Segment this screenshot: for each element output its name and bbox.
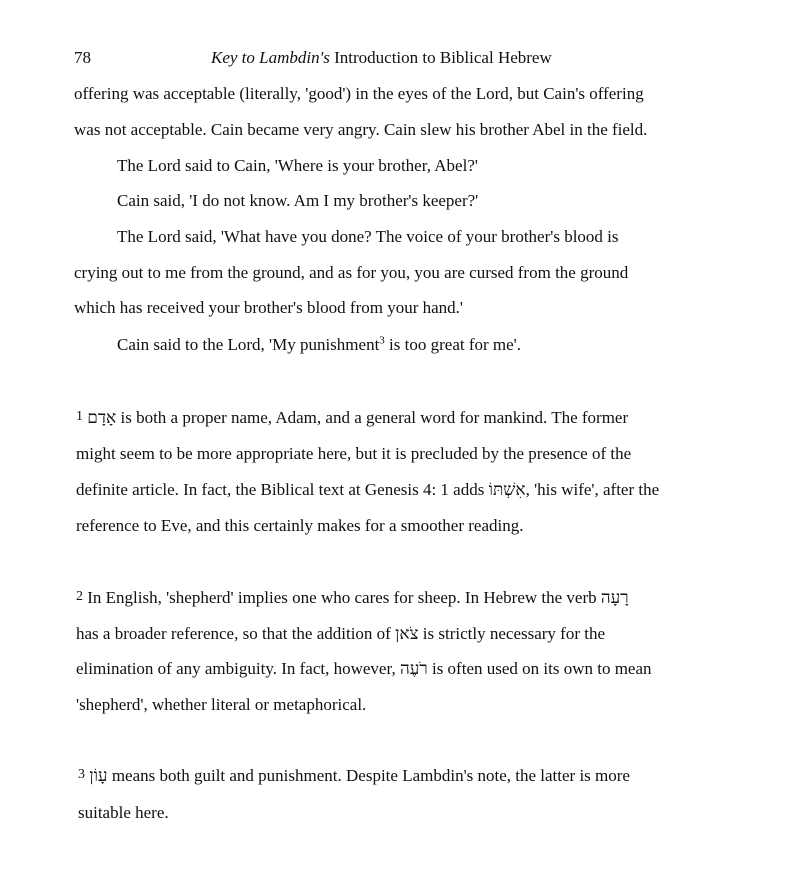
page-number: 78	[74, 48, 91, 67]
footnote-ref-3: 3	[379, 334, 385, 347]
footnote-2-line-2-before: has a broader reference, so that the addition of	[76, 624, 396, 643]
footnote-2-line-3-before: elimination of any ambiguity. In fact, however,	[76, 659, 400, 678]
running-header	[74, 48, 714, 70]
running-title-rest: Introduction to Biblical Hebrew	[329, 48, 552, 67]
footnote-1-line-3-after: , 'his wife', after the	[525, 480, 660, 499]
footnote-2-line-1	[76, 588, 629, 610]
body-line-8-after: is too great for me'.	[384, 335, 521, 354]
hebrew-word-his-wife: אִשְׁתּוֹ	[488, 480, 526, 500]
footnote-1-line-1-rest: is both a proper name, Adam, and a general word for mankind. The former	[116, 408, 629, 427]
body-line-7: which has received your brother's blood from your hand.'	[74, 298, 463, 317]
body-line-2: was not acceptable. Cain became very angry. Cain slew his brother Abel in the field.	[74, 120, 648, 139]
footnote-3-line-1	[78, 766, 630, 788]
hebrew-word-roeh: רֹעֶה	[399, 659, 428, 679]
footnote-2-line-2-after: is strictly necessary for the	[418, 624, 606, 643]
footnote-3-line-2: suitable here.	[78, 803, 169, 822]
footnote-1-mark: 1	[76, 409, 83, 424]
footnote-1-line-3	[76, 480, 659, 500]
body-line-8	[117, 335, 521, 355]
footnote-1-line-3-before: definite article. In fact, the Biblical text at Genesis 4: 1 adds	[76, 480, 489, 499]
footnote-2-line-2	[76, 624, 605, 644]
body-line-1: offering was acceptable (literally, 'good') in the eyes of the Lord, but Cain's offering	[74, 84, 644, 103]
footnote-3-mark: 3	[78, 767, 85, 782]
body-line-3: The Lord said to Cain, 'Where is your brother, Abel?'	[117, 156, 478, 175]
footnote-1-line-1	[76, 408, 628, 430]
footnote-2-line-4: 'shepherd', whether literal or metaphorical.	[76, 695, 367, 714]
hebrew-word-tson: צֹאן	[395, 624, 419, 644]
footnote-1-line-4: reference to Eve, and this certainly makes for a smoother reading.	[76, 516, 524, 535]
hebrew-word-adam: אָדָם	[87, 408, 117, 428]
footnote-3-line-1-rest: means both guilt and punishment. Despite Lambdin's note, the latter is more	[107, 766, 630, 785]
footnote-1-line-2: might seem to be more appropriate here, but it is precluded by the presence of the	[76, 444, 632, 463]
footnote-2-line-3	[76, 659, 652, 679]
body-line-4: Cain said, 'I do not know. Am I my brother's keeper?'	[117, 191, 479, 210]
body-line-8-before: Cain said to the Lord, 'My punishment	[117, 335, 380, 354]
hebrew-word-avon: עָוֹן	[89, 766, 108, 786]
body-line-5: The Lord said, 'What have you done? The voice of your brother's blood is	[117, 227, 619, 246]
running-title	[211, 48, 552, 68]
footnote-2-mark: 2	[76, 589, 83, 604]
footnote-2-line-3-after: is often used on its own to mean	[427, 659, 652, 678]
running-title-italic: Key to Lambdin's	[211, 48, 330, 67]
body-line-6: crying out to me from the ground, and as for you, you are cursed from the ground	[74, 263, 629, 282]
footnote-2-line-1-before: In English, 'shepherd' implies one who cares for sheep. In Hebrew the verb	[83, 588, 601, 607]
hebrew-word-raah: רָעָה	[600, 588, 629, 608]
